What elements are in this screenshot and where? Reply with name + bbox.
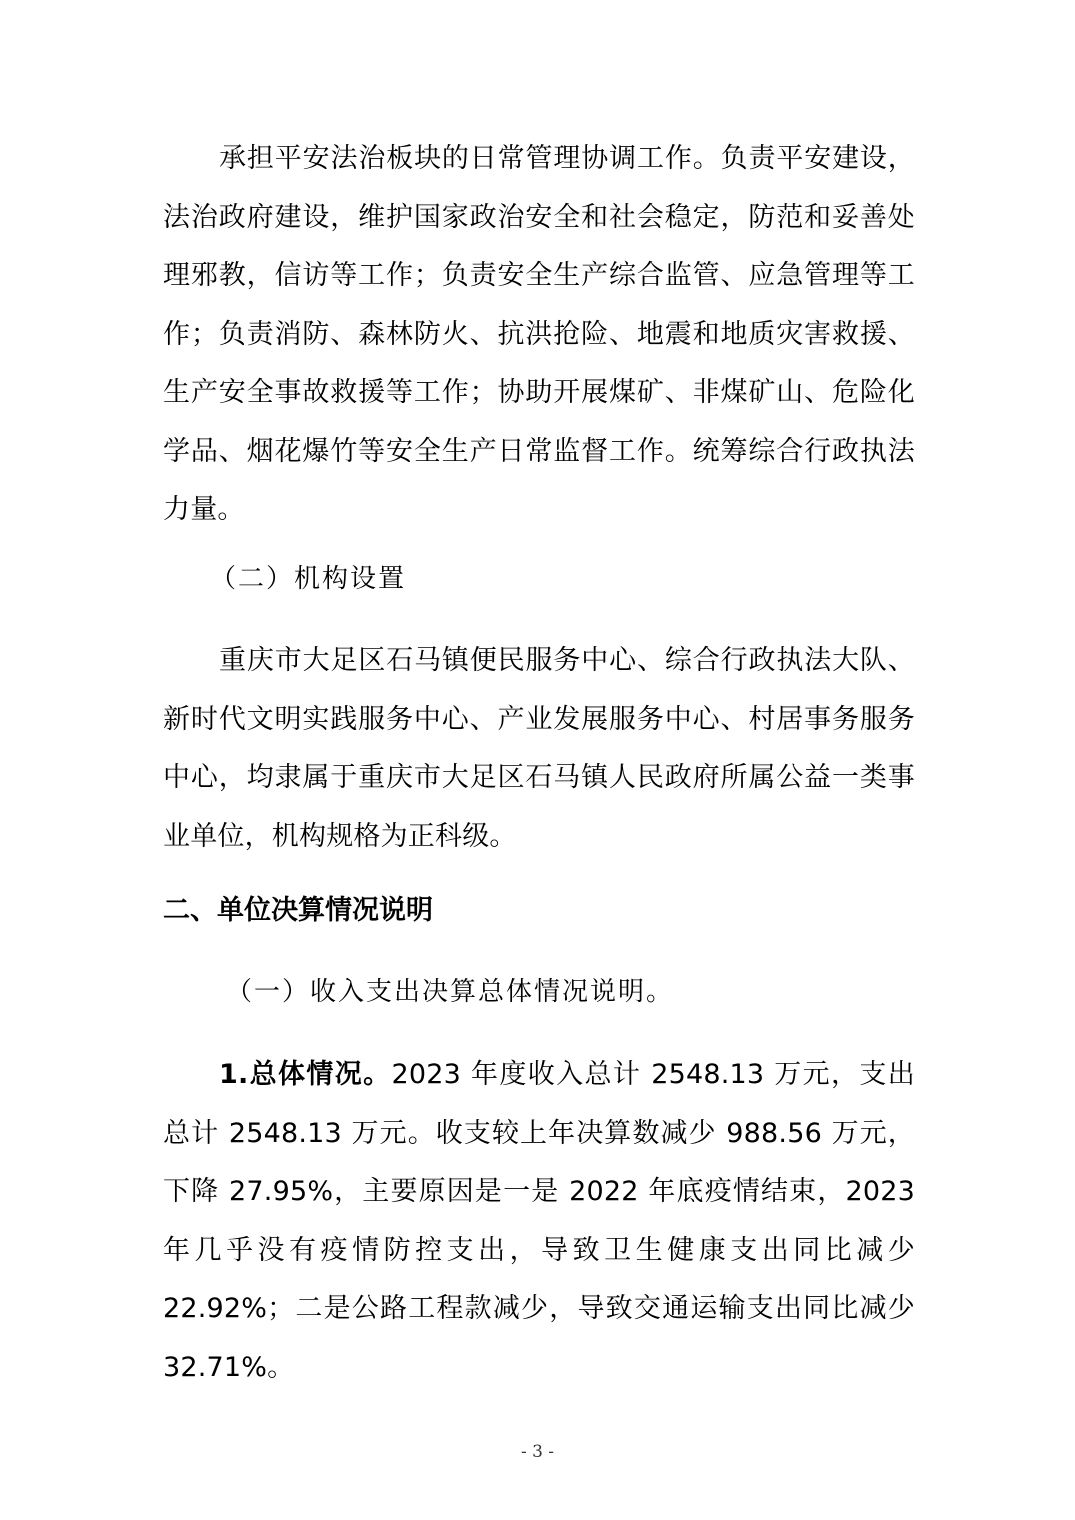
- overall-paragraph: [163, 1046, 915, 1397]
- subheading-institutions: （二）机构设置: [210, 564, 407, 594]
- section-heading-2: 二、单位决算情况说明: [163, 895, 433, 926]
- page-number: - 3 -: [520, 1442, 555, 1462]
- subheading-overview: （一）收入支出决算总体情况说明。: [226, 977, 675, 1007]
- institutions-paragraph: 重庆市大足区石马镇便民服务中心、综合行政执法大队、新时代文明实践服务中心、产业发展服务中心、村居事务服务中心，均隶属于重庆市大足区石马镇人民政府所属公益一类事业单位，机构规格为正科级。: [163, 645, 915, 852]
- overall-lead: 1.总体情况。: [219, 1059, 392, 1090]
- duties-paragraph: 承担平安法治板块的日常管理协调工作。负责平安建设，法治政府建设，维护国家政治安全和社会稳定，防范和妥善处理邪教，信访等工作；负责安全生产综合监管、应急管理等工作；负责消防、森林防火、抗洪抢险、地震和地质灾害救援、生产安全事故救援等工作；协助开展煤矿、非煤矿山、危险化学品、烟花爆竹等安全生产日常监督工作。统筹综合行政执法力量。: [163, 143, 915, 525]
- overall-text: 2023 年度收入总计 2548.13 万元，支出总计 2548.13 万元。收支较上年决算数减少 988.56 万元，下降 27.95%，主要原因是一是 2022 年底疫情结束，2023 年几乎没有疫情防控支出，导致卫生健康支出同比减少 22.92%；二是公路工程款减少，导致交通运输支出同比减少 32.71%。: [163, 1059, 915, 1383]
